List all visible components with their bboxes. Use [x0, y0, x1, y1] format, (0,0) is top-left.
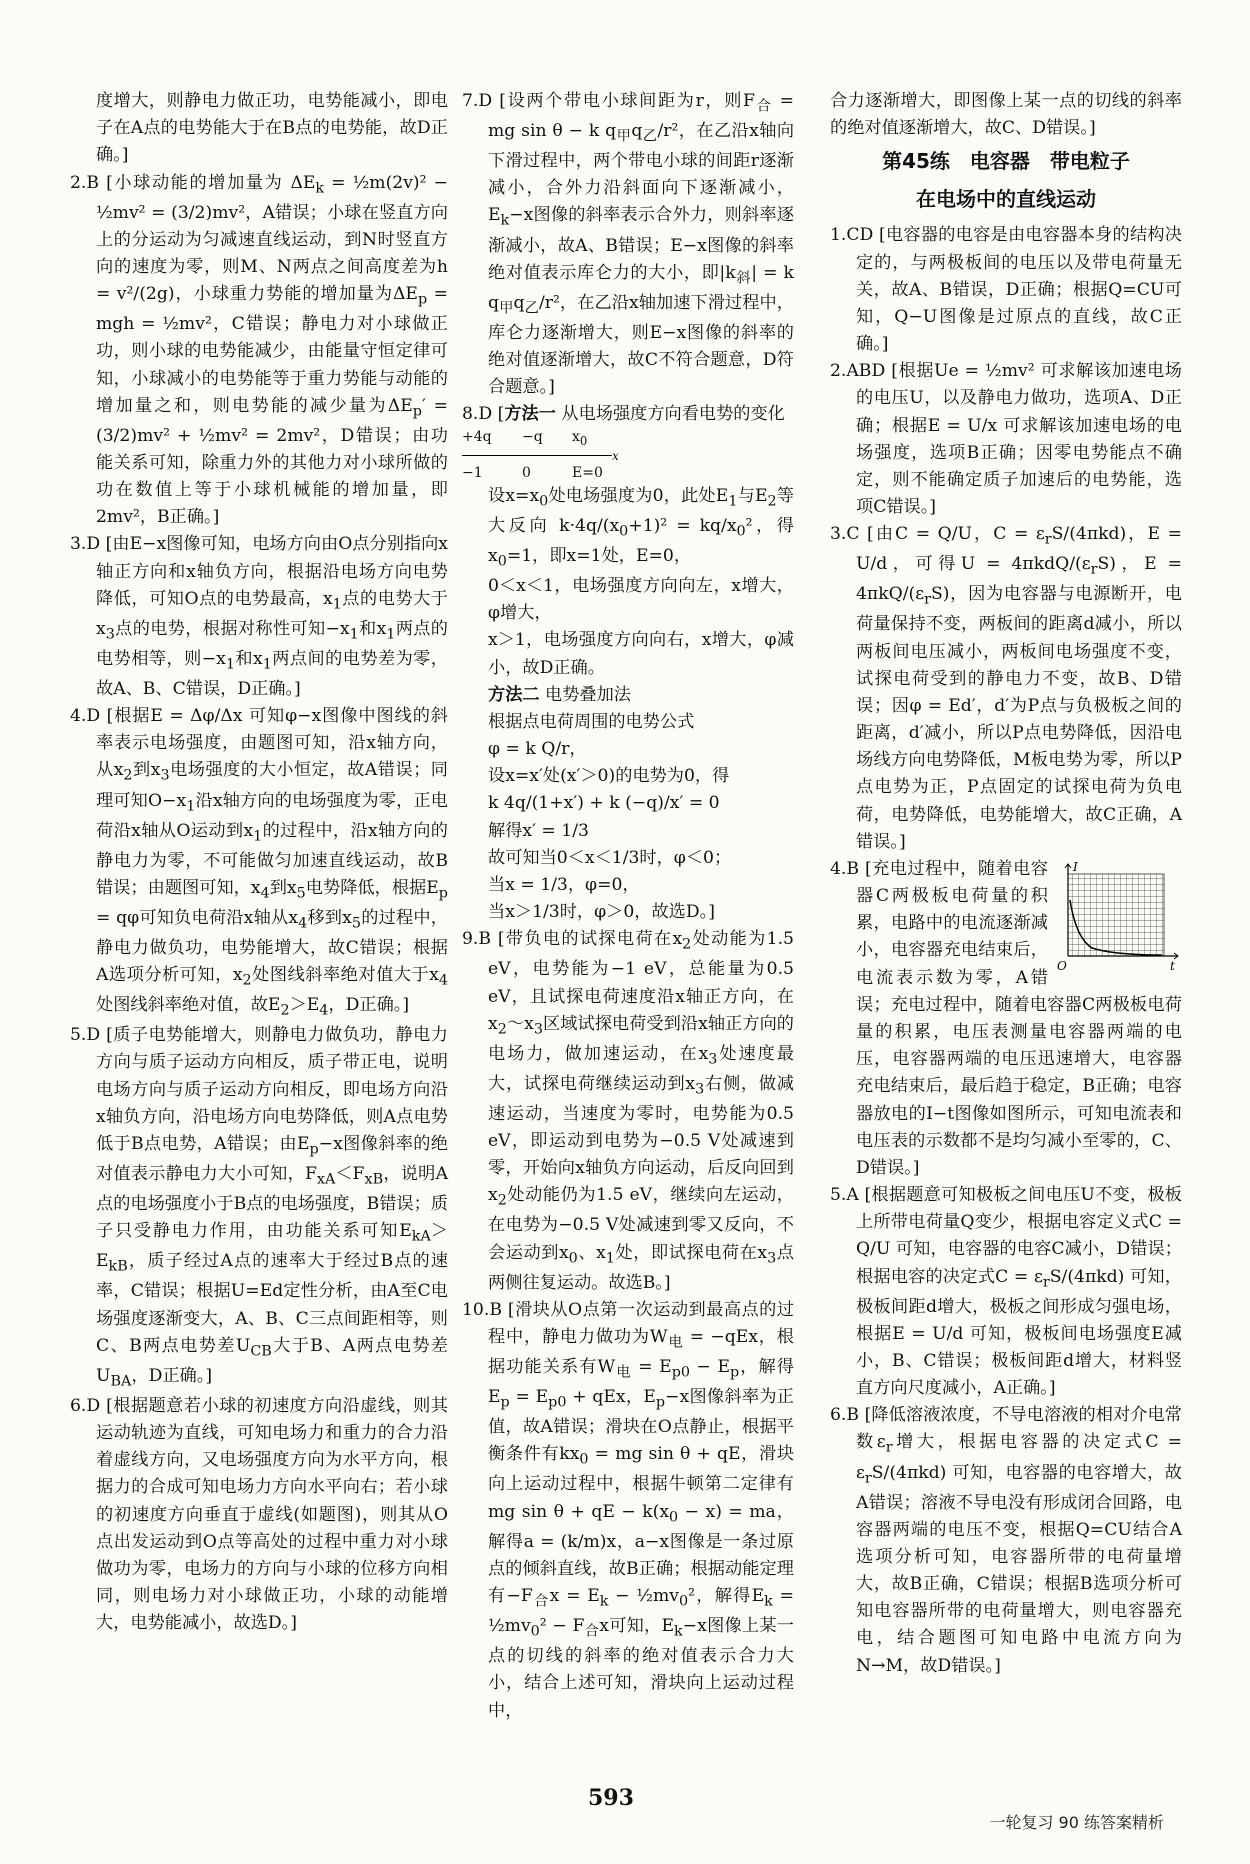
- numline-label: −q: [522, 428, 543, 445]
- answer-text: 4.B [充电过程中，随着电容器C两极板电荷量的积累，电路中的电流逐渐减小，电容器充电结束后，电流: [830, 858, 1048, 988]
- answer-line: 度增大，则静电力做正功，电势能减小，即电子在A点的电势能大于在B点的电势能，故D正确。]: [96, 91, 448, 166]
- answer-line: x＞1，电场强度方向向右，x增大，φ减小，故D正确。: [488, 630, 794, 678]
- column-middle: [462, 88, 794, 1725]
- answer-line: 0＜x＜1，电场强度方向向左，x增大，φ增大，: [488, 576, 794, 624]
- section-title: 第45练 电容器 带电粒子: [882, 149, 1130, 174]
- answer-item: 10.B [滑块从O点第一次运动到最高点的过程中，静电力做功为$W_电 = -qEx$，根据功能关系有$W_电 = E_{p0} - E_p$，解得$E_p = E_{p0}$ + qEx，$E_p-x$图像斜率为正值，故A错误；滑块在O点静止，根据平衡条件有$kx_0$ = mg sin θ + qE，滑块向上运动过程中，根据牛顿第二定律有mg sin θ + qE − $k(x_0 - x)$ = ma，解得a = (k/m)x，a−x图像是一条过原点的倾斜直线，故B正确；根据动能定理有$-F_合x = E_k$ − $\frac{1}{2}mv_0^2$，解得$E_k$ = $\frac{1}{2}mv_0^2 - F_合x$可知，$E_k-x$图像上某一点的切线的斜率的绝对值表示合力大小，结合上述可知，滑块向上运动过程中，: [462, 1299, 795, 1721]
- answer-item: [830, 856, 1182, 1182]
- column-left: [70, 88, 448, 1637]
- numline-label: +4q: [462, 428, 492, 445]
- answer-item: 4.D [根据E = Δφ/Δx 可知φ−x图像中图线的斜率表示电场强度，由题图可知，沿x轴方向，从$x_2$到$x_3$电场强度的大小恒定，故A错误；同理可知$O-x_1$沿x轴方向的电场强度为零，正电荷沿x轴从O运动到$x_1$的过程中，沿x轴方向的静电力为零，不可能做匀加速直线运动，故B错误；由题图可知，$x_4$到$x_5$电势降低，根据$E_p = q\varphi$可知负电荷沿x轴从$x_4$移到$x_5$的过程中，静电力做负功，电势能增大，故C错误；根据A选项分析可知，$x_2$处图线斜率绝对值大于$x_4$处图线斜率绝对值，故$E_2>E_4$，D正确。]: [70, 706, 448, 1019]
- graph-x-label: t: [1170, 958, 1175, 973]
- graph-y-label: I: [1073, 859, 1078, 874]
- answer-line: 根据点电荷周围的电势公式: [488, 711, 695, 732]
- numline-label: $x_0$: [572, 428, 588, 448]
- page-footer: 一轮复习 90 练答案精析: [989, 1813, 1164, 1832]
- answer-line: 方法二 电势叠加法: [488, 684, 631, 705]
- answer-item: 2.ABD [根据Ue = ½mv² 可求解该加速电场的电压U，以及静电力做功，选项A、D正确；根据E = U/x 可求解该加速电场的电场强度，选项B正确；因零电势能点不确定，则不能确定质子加速后的电势能，选项C错误。]: [830, 361, 1182, 518]
- answer-item: 5.D [质子电势能增大，则静电力做负功，静电力方向与质子运动方向相反，质子带正电，说明电场方向与质子运动方向相反，即电场方向沿x轴负方向，沿电场方向电势降低，则A点电势低于B点电势，A错误；由$E_p-x$图像斜率的绝对值表示静电力大小可知，$F_{xA}<F_{xB}$，说明A点的电场强度小于B点的电场强度，B错误；质子只受静电力作用，由功能关系可知$E_{kA}>E_{kB}$，质子经过A点的速率大于经过B点的速率，C错误；根据U=Ed定性分析，由A至C电场强度逐渐变大，A、B、C三点间距相等，则C、B两点电势差$U_{CB}$大于B、A两点电势差$U_{BA}$，D正确。]: [70, 1025, 448, 1390]
- answer-line: 设x=x′处(x′＞0)的电势为0，得: [488, 766, 730, 787]
- graph-origin-label: O: [1057, 958, 1067, 973]
- section-subtitle: 在电场中的直线运动: [916, 187, 1096, 212]
- answer-line: 设$x=x_0$处电场强度为0，此处$E_1$与$E_2$等大反向 $k\cdot 4q/(x_0+1)^2 = kq/x_0^2$，得$x_0=1$，即x=1处，E=0，: [488, 485, 794, 570]
- numline-axis: x: [612, 448, 619, 463]
- answer-item: 6.D [根据题意若小球的初速度方向沿虚线，则其运动轨迹为直线，可知电场力和重力的合力沿着虚线方向，又电场强度方向为水平方向，根据力的合成可知电场力方向水平向右；若小球的初速度方向垂直于虚线(如题图)，则其从O点出发运动到O点等高处的过程中重力对小球做功为零，电场力的方向与小球的位移方向相同，则电场力对小球做正功，小球的动能增大，电势能减小，故选D。]: [70, 1395, 448, 1634]
- answer-item: 3.D [由E−x图像可知，电场方向由O点分别指向x轴正方向和x轴负方向，根据沿电场方向电势降低，可知O点的电势最高，$x_1$点的电势大于$x_3$点的电势，根据对称性可知$-x_1$和$x_1$两点的电势相等，则$-x_1$和$x_1$两点间的电势差为零，故A、B、C错误，D正确。]: [70, 534, 448, 699]
- answer-line: φ = k Q/r，: [488, 739, 587, 760]
- answer-line: k 4q/(1+x′) + k (−q)/x′ = 0: [488, 793, 720, 814]
- answer-line: 故可知当0＜x＜1/3时，φ＜0；: [488, 847, 732, 868]
- page-number: 593: [588, 1785, 634, 1811]
- column-right: [830, 88, 1182, 1680]
- answer-item: 2.B [小球动能的增加量为 $\Delta E_k$ = ½m(2v)² − ½mv² = (3/2)mv²，A错误；小球在竖直方向上的分运动为匀减速直线运动，到N时竖直方向的速度为零，则M、N两点之间高度差为h = v²/(2g)，小球重力势能的增加量为$\Delta E_p$ = mgh = ½mv²，C错误；静电力对小球做正功，则小球的电势能减少，由能量守恒定律可知，小球减小的电势能等于重力势能与动能的增加量之和，则电势能的减少量为$\Delta E_p' = (3/2)mv^2$ + ½mv² = 2mv²，D错误；由功能关系可知，除重力外的其他力对小球所做的功在数值上等于小球机械能的增加量，即2mv²，B正确。]: [70, 172, 448, 528]
- answer-item: 9.B [带负电的试探电荷在$x_2$处动能为1.5 eV，电势能为−1 eV，总能量为0.5 eV，且试探电荷速度沿x轴正方向，在$x_2\sim x_3$区域试探电荷受到沿x轴正方向的电场力，做加速运动，在$x_3$处速度最大，试探电荷继续运动到$x_3$右侧，做减速运动，当速度为零时，电势能为0.5 eV，即运动到电势为−0.5 V处减速到零，开始向x轴负方向运动，后反向回到$x_2$处动能仍为1.5 eV，继续向左运动，在电势为−0.5 V处减速到零又反向，不会运动到$x_0$、$x_1$处，即试探电荷在$x_3$点两侧往复运动。故选B。]: [462, 929, 794, 1293]
- answer-text: 表示数为零，A错误；充电过程中，随着电容器C两极板电荷量的积累，电压表测量电容器两端的电压，电容器两端的电压迅速增大，电容器充电结束后，最后趋于稳定，B正确；电容器放电的I−t图像如图所示，可知电流表和电压表的示数都不是均匀减小至零的，C、D错误。]: [856, 967, 1182, 1178]
- answer-item: 6.B [降低溶液浓度，不导电溶液的相对介电常数$\varepsilon_r$增大，根据电容器的决定式$C = \varepsilon_rS/(4\pi kd)$ 可知，电容器的电容增大，故A错误；溶液不导电没有形成闭合回路，电容器两端的电压不变，根据Q=CU结合A选项分析可知，电容器所带的电荷量增大，故B正确，C错误；根据B选项分析可知电容器所带的电荷量增大，则电容器充电，结合题图可知电路中电流方向为N→M，故D错误。]: [830, 1405, 1182, 1676]
- numline-label: E=0: [572, 465, 603, 482]
- answer-item: 1.CD [电容器的电容是由电容器本身的结构决定的，与两极板间的电压以及带电荷量无关，故A、B错误，D正确；根据Q=CU可知，Q−U图像是过原点的直线，故C正确。]: [830, 225, 1182, 355]
- answer-item: 3.C [由C = Q/U，$C = \varepsilon_rS/(4\pi kd)$，E = U/d，可得$U = 4\pi kdQ/(\varepsilon_rS)$，$E = 4\pi kQ/(\varepsilon_rS)$，因为电容器与电源断开，电荷量保持不变，两板间的距离d减小，所以两板间电压减小，两板间电场强度不变，试探电荷受到的静电力不变，故B、D错误；因φ = Ed′，d′为P点与负极板之间的距离，d′减小，所以P点电势降低，因沿电场线方向电势降低，M板电势为零，所以P点电势为正，P点固定的试探电荷为负电荷，电势降低，电势能增大，故C正确，A错误。]: [830, 524, 1182, 852]
- answer-item: 7.D [设两个带电小球间距为r，则$F_合$ = mg sin θ − k $q_甲q_乙/r^2$，在乙沿x轴向下滑过程中，两个带电小球的间距r逐渐减小，合外力沿斜面向下逐渐减小，$E_k-x$图像的斜率表示合外力，则斜率逐渐减小，故A、B错误；E−x图像的斜率绝对值表示库仑力的大小，即$|k_斜| = k$ $q_甲q_乙/r^2$，在乙沿x轴加速下滑过程中，库仑力逐渐增大，则E−x图像的斜率的绝对值逐渐增大，故C不符合题意，D符合题意。]: [462, 91, 795, 398]
- number-line: [462, 429, 794, 483]
- discharge-graph: [1054, 860, 1182, 976]
- answer-line: 当x＞1/3时，φ＞0，故选D。]: [488, 902, 715, 923]
- answer-line: 当x = 1/3，φ=0，: [488, 874, 640, 895]
- numline-label: −1: [462, 465, 483, 482]
- answer-item: 8.D [方法一 从电场强度方向看电势的变化: [462, 404, 785, 425]
- answer-line: 解得x′ = 1/3: [488, 820, 589, 841]
- numline-label: 0: [522, 465, 531, 482]
- answer-item: 5.A [根据题意可知极板之间电压U不变，极板上所带电荷量Q变少，根据电容定义式C = Q/U 可知，电容器的电容C减小，D错误；根据电容的决定式$C = \varepsilon_rS/(4\pi kd)$ 可知，极板间距d增大，极板之间形成匀强电场，根据E = U/d 可知，极板间电场强度E减小，B、C错误；极板间距d增大，材料竖直方向尺度减小，A正确。]: [830, 1185, 1182, 1399]
- answer-continuation: 合力逐渐增大，即图像上某一点的切线的斜率的绝对值逐渐增大，故C、D错误。]: [830, 91, 1182, 139]
